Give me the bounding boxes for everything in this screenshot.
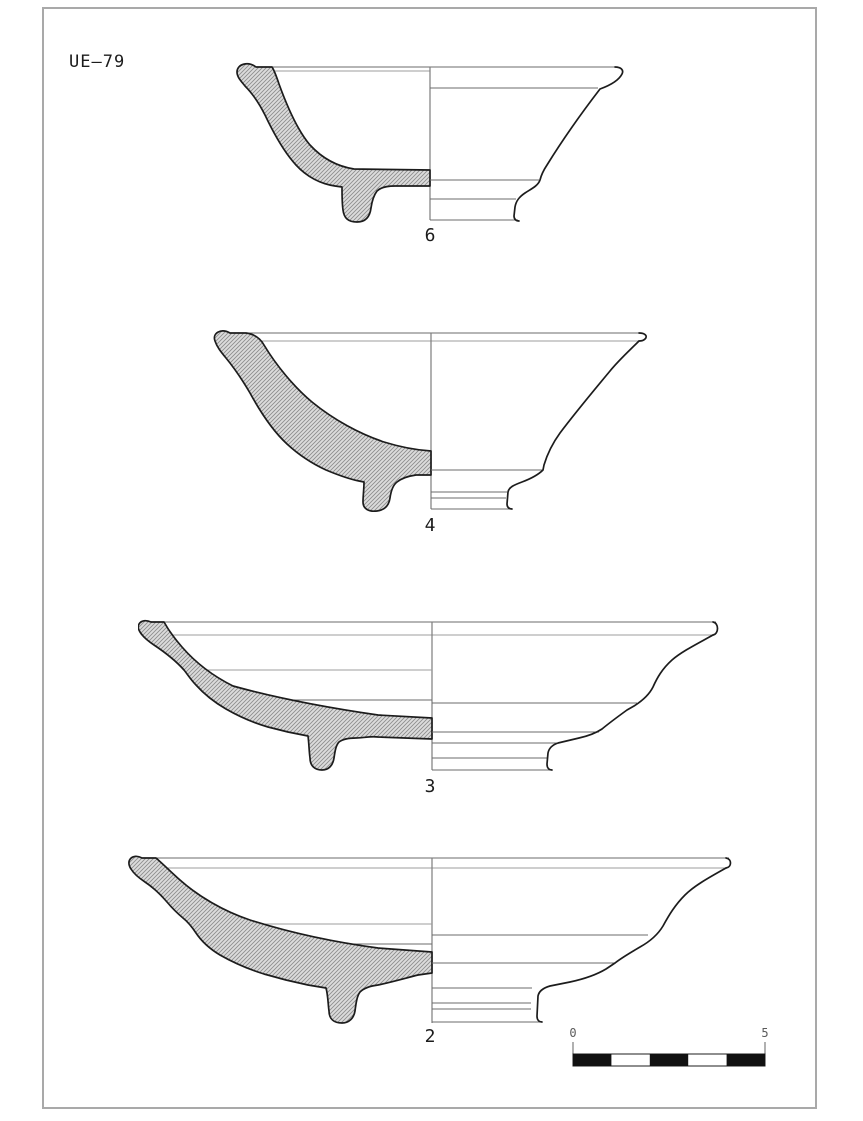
vessel-2-cross-section xyxy=(129,856,432,1023)
vessel-drawing-6 xyxy=(228,58,632,226)
vessel-number-3: 3 xyxy=(424,776,436,797)
vessel-number-6: 6 xyxy=(424,225,436,246)
vessel-2-svg xyxy=(128,848,738,1026)
vessel-4-cross-section xyxy=(214,331,431,511)
scale-start-label: 0 xyxy=(569,1026,577,1040)
scale-bar xyxy=(564,1023,774,1075)
vessel-drawing-3 xyxy=(138,612,728,777)
scale-tick-marks xyxy=(573,1042,765,1054)
vessel-3-cross-section xyxy=(138,621,432,770)
vessel-6-svg xyxy=(228,58,632,226)
scale-segment-black-2 xyxy=(650,1054,688,1066)
vessel-4-svg xyxy=(212,325,652,515)
vessel-number-4: 4 xyxy=(424,515,436,536)
scale-end-label: 5 xyxy=(761,1026,769,1040)
vessel-2-exterior-profile xyxy=(537,868,726,1022)
vessel-2-rim-cap xyxy=(726,858,731,868)
vessel-6-cross-section xyxy=(237,64,430,222)
vessel-3-svg xyxy=(138,612,728,777)
vessel-number-2: 2 xyxy=(424,1026,436,1047)
scale-segment-black-3 xyxy=(727,1054,765,1066)
vessel-3-rim-cap xyxy=(713,622,718,635)
context-unit-label: UE–79 xyxy=(69,52,126,72)
vessel-drawing-2 xyxy=(128,848,738,1026)
vessel-4-exterior-profile xyxy=(507,341,639,509)
vessel-4-rim-cap xyxy=(639,333,646,341)
scale-segment-black-1 xyxy=(573,1054,611,1066)
scale-bar-svg xyxy=(564,1023,774,1071)
vessel-6-exterior-profile xyxy=(514,67,623,221)
vessel-drawing-4 xyxy=(212,325,652,515)
